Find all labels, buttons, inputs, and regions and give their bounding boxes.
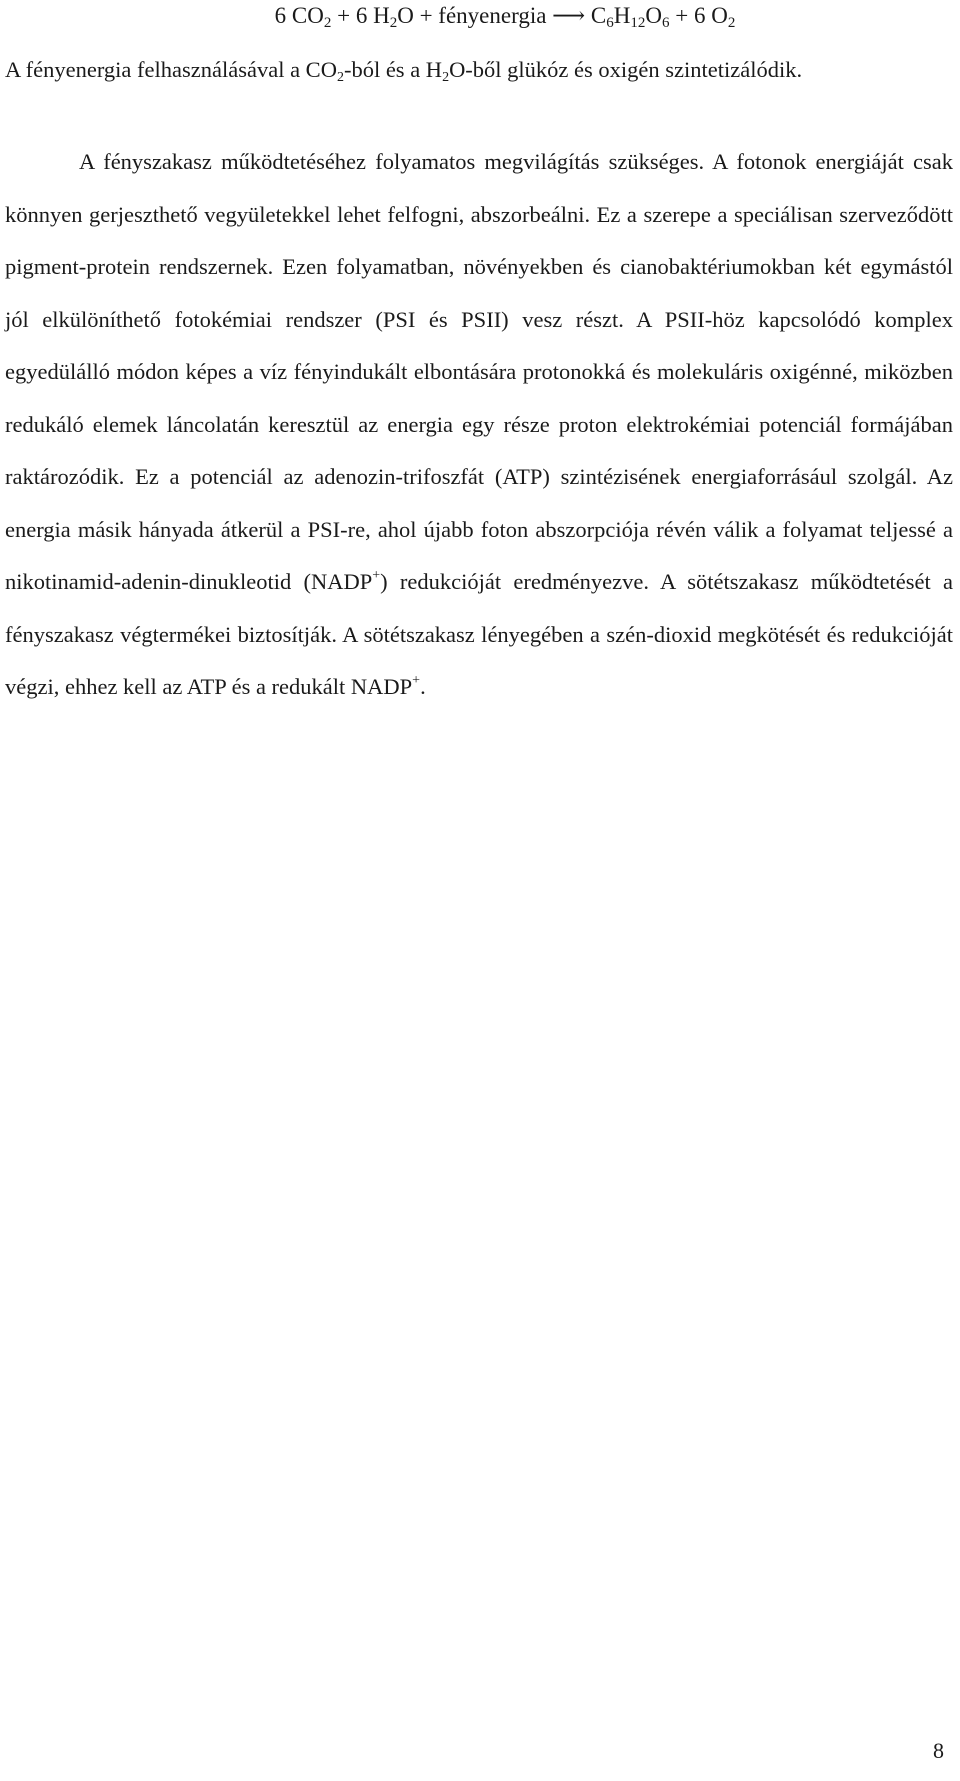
superscript: + [412, 673, 421, 688]
equation-text: O + fényenergia [397, 3, 553, 28]
equation-text: C [585, 3, 607, 28]
equation-text: 6 CO [274, 3, 324, 28]
body-paragraph [5, 136, 953, 714]
equation-text: + 6 H [331, 3, 390, 28]
subscript: 6 [606, 15, 614, 31]
equation-text: O [645, 3, 662, 28]
intro-text: -ból és a H [343, 57, 443, 82]
intro-text: A fényenergia felhasználásával a CO [5, 57, 337, 82]
subscript: 2 [442, 70, 450, 85]
equation-text: H [613, 3, 631, 28]
equation-text: + 6 O [669, 3, 728, 28]
subscript: 12 [630, 15, 646, 31]
page-number: 8 [933, 1738, 944, 1763]
subscript: 2 [389, 15, 398, 31]
intro-paragraph [5, 44, 953, 96]
superscript: + [372, 568, 381, 583]
subscript: 6 [662, 15, 670, 31]
photosynthesis-equation [0, 2, 960, 30]
intro-text: O-ből glükóz és oxigén szintetizálódik. [449, 57, 803, 82]
paragraph-text: A fényszakasz működtetéséhez folyamatos megvilágítás szükséges. A fotonok energiáját csak könnyen gerjeszthető vegyületekkel lehet felfogni, abszorbeálni. Ez a szerepe a speciálisan szerveződött pigment-protein rendszernek. Ezen folyamatban, növényekben és cianobaktériumokban két egymástól jól elkülöníthető fotokémiai rendszer (PSI és PSII) vesz részt. A PSII-höz kapcsolódó komplex egyedülálló módon képes a víz fényindukált elbontására protonokká és molekuláris oxigénné, miközben redukáló elemek láncolatán keresztül az energia egy része proton elektrokémiai potenciál formájában raktározódik. Ez a potenciál az adenozin-trifoszfát (ATP) szintézisének energiaforrásául szolgál. Az energia másik hányada átkerül a PSI-re, ahol újabb foton abszorpciója révén válik a folyamat teljessé a nikotinamid-adenin-dinukleotid (NADP [5, 149, 953, 594]
subscript: 2 [323, 15, 332, 31]
subscript: 2 [336, 70, 344, 85]
paragraph-text: . [420, 674, 426, 699]
subscript: 2 [727, 15, 736, 31]
paragraph-text: ) redukcióját eredményezve. A sötétszakasz működtetését a fényszakasz végtermékei biztosítják. A sötétszakasz lényegében a szén-dioxid megkötését és redukcióját végzi, ehhez kell az ATP és a redukált NADP [5, 569, 953, 699]
reaction-arrow: ⟶ [552, 3, 586, 28]
